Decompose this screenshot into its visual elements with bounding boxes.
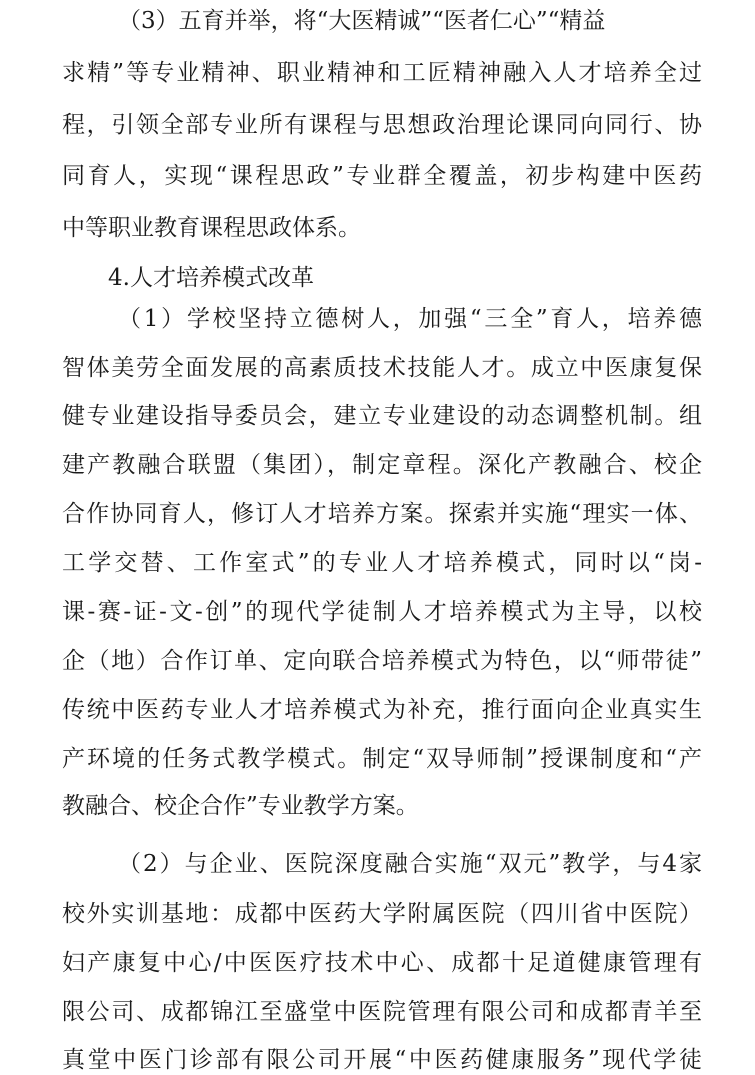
text-line: 求精”等专业精神、职业精神和工匠精神融入人才培养全过 — [62, 60, 702, 86]
text-line: 教融合、校企合作”专业教学方案。 — [62, 793, 419, 819]
text-line: 妇产康复中心/中医医疗技术中心、成都十足道健康管理有 — [62, 950, 702, 976]
text-line: 产环境的任务式教学模式。制定“双导师制”授课制度和“产 — [62, 746, 702, 772]
text-line: （2）与企业、医院深度融合实施“双元”教学，与4家 — [118, 851, 702, 877]
text-line: 限公司、成都锦江至盛堂中医院管理有限公司和成都青羊至 — [62, 999, 702, 1025]
text-line: 真堂中医门诊部有限公司开展“中医药健康服务”现代学徒 — [62, 1047, 702, 1073]
text-line: 同育人，实现“课程思政”专业群全覆盖，初步构建中医药 — [62, 163, 702, 189]
text-line: 校外实训基地：成都中医药大学附属医院（四川省中医院） — [62, 901, 702, 927]
text-line: （1）学校坚持立德树人，加强“三全”育人，培养德 — [118, 306, 702, 332]
text-line: 合作协同育人，修订人才培养方案。探索并实施“理实一体、 — [62, 501, 702, 527]
text-line: 中等职业教育课程思政体系。 — [62, 215, 361, 241]
text-line: （3）五育并举，将“大医精诚”“医者仁心”“精益 — [118, 8, 606, 34]
text-line: 智体美劳全面发展的高素质技术技能人才。成立中医康复保 — [62, 355, 702, 381]
text-line: 传统中医药专业人才培养模式为补充，推行面向企业真实生 — [62, 697, 702, 723]
section-heading: 4.人才培养模式改革 — [108, 265, 314, 291]
text-line: 建产教融合联盟（集团），制定章程。深化产教融合、校企 — [62, 452, 702, 478]
text-line: 健专业建设指导委员会，建立专业建设的动态调整机制。组 — [62, 403, 702, 429]
text-line: 程，引领全部专业所有课程与思想政治理论课同向同行、协 — [62, 112, 702, 138]
text-line: 工学交替、工作室式”的专业人才培养模式，同时以“岗- — [62, 550, 702, 576]
text-line: 企（地）合作订单、定向联合培养模式为特色，以“师带徒” — [62, 648, 702, 674]
text-line: 课-赛-证-文-创”的现代学徒制人才培养模式为主导，以校 — [62, 599, 702, 625]
